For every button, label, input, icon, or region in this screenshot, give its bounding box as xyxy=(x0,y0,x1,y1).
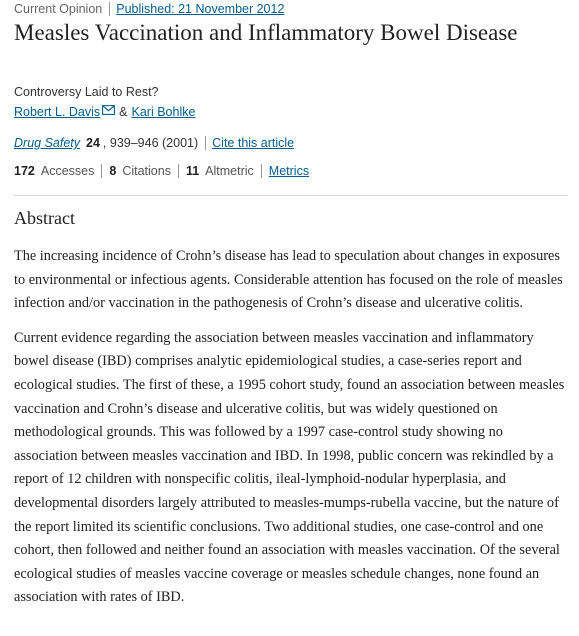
metrics-link[interactable]: Metrics xyxy=(268,164,310,178)
altmetric-count: 11 xyxy=(185,164,200,178)
article-type: Current Opinion xyxy=(14,2,103,16)
metrics-divider xyxy=(261,164,262,178)
metrics-bar xyxy=(14,164,309,178)
abstract-paragraph: Current evidence regarding the association between measles vaccination and inflammatory bowel disease (IBD) comprises analytic epidemiological studies, a case-series report and ecological studies. The first of these, a 1995 cohort study, found an association between measles vaccination and Crohn’s disease and ulcerative colitis, but was widely questioned on methodological grounds. This was followed by a 1997 case-control study showing no association between measles vaccination and IBD. In 1998, public concern was rekindled by a report of 12 children with nonspecific colitis, ileal-lymphoid-nodular hyperplasia, and developmental disorders largely attributed to measles-mumps-rubella vaccine, but the nature of the report limited its scientific conclusions. Two additional studies, one case-control and one cohort, then followed and neither found an association with measles vaccination. Of the several ecological studies of measles vaccine coverage or measles schedule changes, none found an association with rates of IBD. xyxy=(14,329,565,606)
journal-pages: , 939–946 (2001) xyxy=(102,136,199,150)
published-date-link[interactable]: Published: 21 November 2012 xyxy=(116,2,285,16)
accesses-count: 172 xyxy=(14,164,35,178)
author-separator: & xyxy=(119,105,128,119)
abstract-body xyxy=(14,245,567,621)
author-link-davis[interactable]: Robert L. Davis xyxy=(14,105,101,119)
meta-divider xyxy=(109,2,110,16)
author-link-bohlke[interactable]: Kari Bohlke xyxy=(131,105,196,119)
cite-this-article-link[interactable]: Cite this article xyxy=(212,136,295,150)
abstract-paragraph: The increasing incidence of Crohn’s disease has lead to speculation about changes in exposures to environmental or infectious agents. Considerable attention has focused on the role of measles infection and/or vaccination in the pathogenesis of Crohn’s disease and ulcerative colitis. xyxy=(14,248,563,312)
altmetric-label: Altmetric xyxy=(205,164,254,178)
citation-divider xyxy=(205,136,206,150)
metrics-divider xyxy=(101,164,102,178)
article-meta xyxy=(14,2,284,16)
email-icon[interactable] xyxy=(102,105,115,115)
article-subtitle: Controversy Laid to Rest? xyxy=(14,85,159,99)
section-divider xyxy=(14,195,568,196)
journal-link[interactable]: Drug Safety xyxy=(14,136,81,150)
journal-volume: 24 xyxy=(86,136,100,150)
article-title: Measles Vaccination and Inflammatory Bowel Disease xyxy=(14,20,518,45)
abstract-heading: Abstract xyxy=(14,208,75,228)
accesses-label: Accesses xyxy=(40,164,95,178)
metrics-divider xyxy=(178,164,179,178)
citations-count: 8 xyxy=(109,164,117,178)
citation-line xyxy=(14,136,294,150)
citations-label: Citations xyxy=(122,164,171,178)
author-list xyxy=(14,105,195,119)
